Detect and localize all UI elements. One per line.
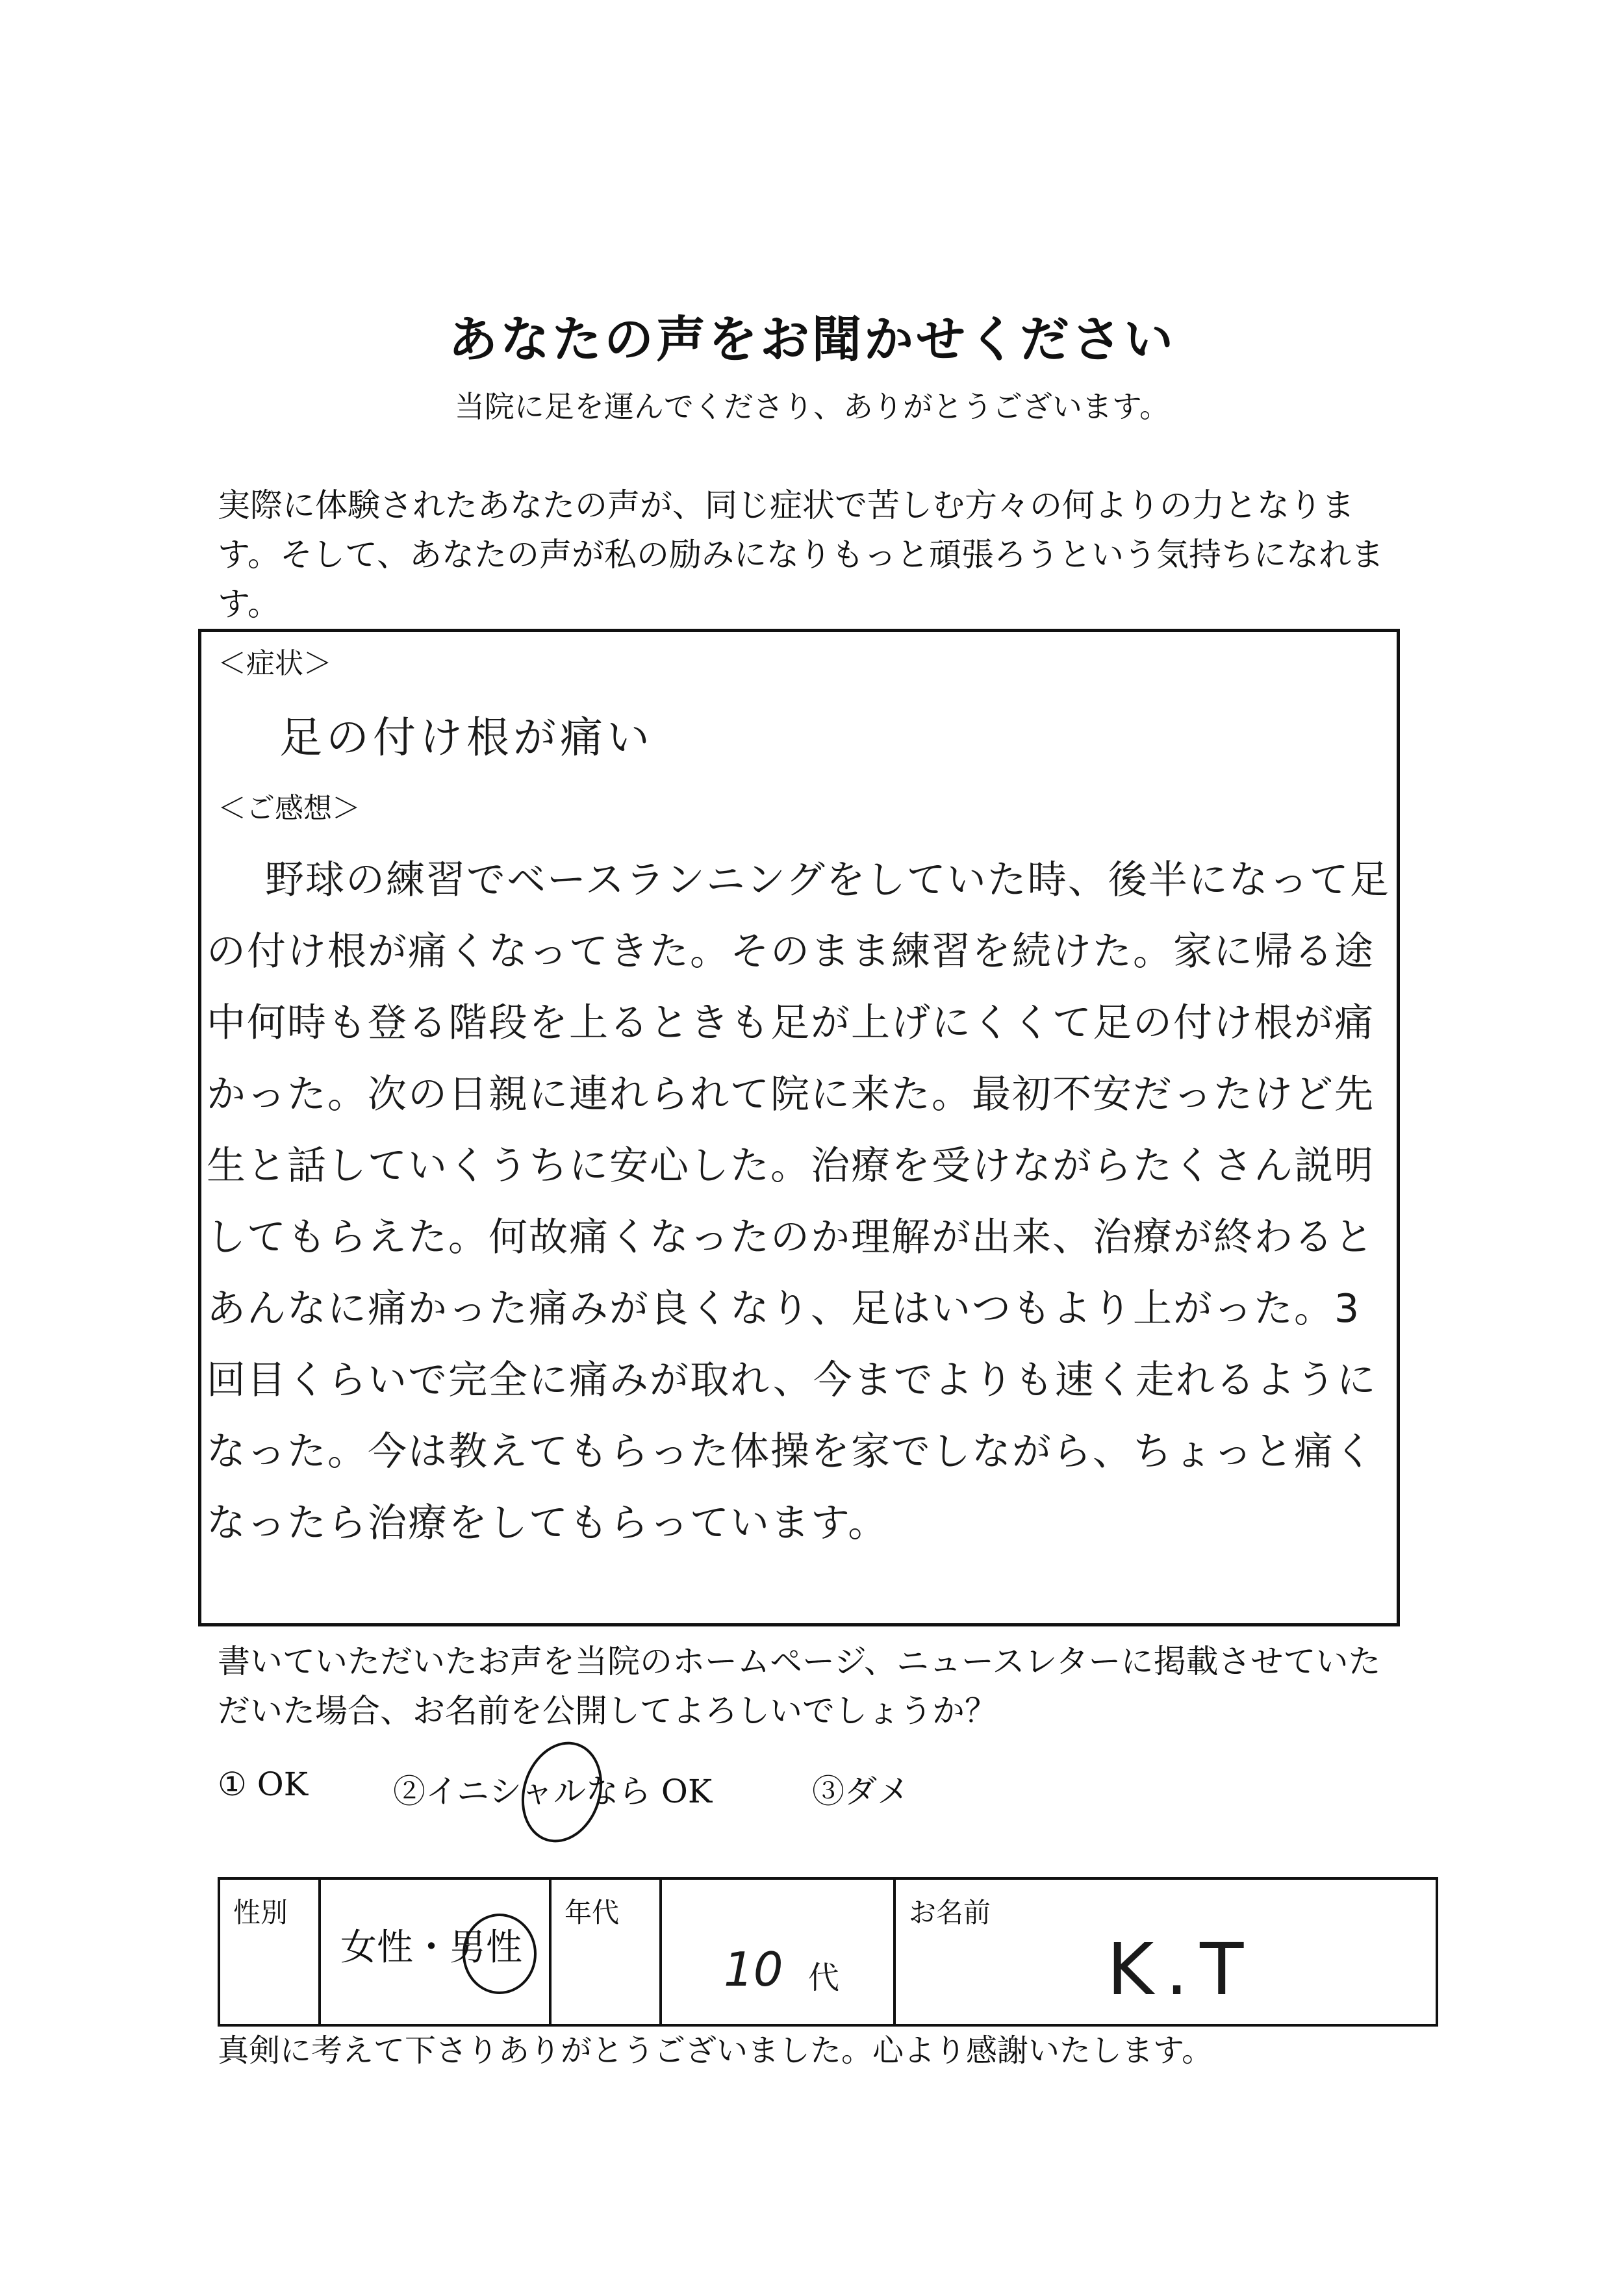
thanks-text: 真剣に考えて下さりありがとうございました。心より感謝いたします。 [218, 2032, 1213, 2069]
age-number: 10 [724, 1942, 783, 1997]
age-value-cell[interactable] [661, 1878, 894, 2025]
page-subtitle: 当院に足を運んでくださり、ありがとうございます。 [454, 389, 1170, 424]
age-unit: 代 [808, 1960, 840, 1996]
consent-options [218, 1765, 1192, 1817]
page-title: あなたの声をお聞かせください [448, 310, 1176, 368]
age-label-cell [550, 1878, 661, 2025]
selection-circle [509, 1731, 615, 1852]
gender-selection-circle [463, 1914, 537, 1994]
comment-text: 野球の練習でベースランニングをしていた時、後半になって足の付け根が痛くなってきた。そのまま練習を続けた。家に帰る途中何時も登る階段を上るときも足が上げにくくて足の付け根が痛かった。次の日親に連れられて院に来た。最初不安だったけど先生と話していくうちに安心した。治療を受けながらたくさん説明してもらえた。何故痛くなったのか理解が出来、治療が終わるとあんなに痛かった痛みが良くなり、足はいつもより上がった。3回目くらいで完全に痛みが取れ、今までよりも速く走れるようになった。今は教えてもらった体操を家でしながら、ちょっと痛くなったら治療をしてもらっています。 [207, 857, 1390, 1546]
option-initials[interactable]: ②イニシャルなら OK [393, 1773, 713, 1810]
name-cell[interactable] [894, 1878, 1437, 2025]
gender-label: 性別 [233, 1897, 288, 1928]
gender-label-cell [219, 1878, 320, 2025]
comment-label: ＜ご感想＞ [218, 792, 361, 825]
gender-value-cell[interactable] [320, 1878, 550, 2025]
name-label: お名前 [909, 1897, 991, 1928]
option-no[interactable]: ③ダメ [812, 1773, 909, 1810]
symptom-value: 足の付け根が痛い [279, 713, 653, 763]
option-ok[interactable]: ① OK [218, 1765, 309, 1803]
intro-text: 実際に体験されたあなたの声が、同じ症状で苦しむ方々の何よりの力となります。そして、あなたの声が私の励みになりもっと頑張ろうという気持ちになれます。 [218, 487, 1384, 623]
symptom-label: ＜症状＞ [218, 647, 332, 680]
consent-question: 書いていただいたお声を当院のホームページ、ニュースレターに掲載させていただいた場合、お名前を公開してよろしいでしょうか？ [218, 1643, 1381, 1730]
respondent-info-table [218, 1877, 1438, 2027]
age-label: 年代 [565, 1897, 620, 1928]
name-value: K.T [1107, 1928, 1256, 2011]
gender-options: 女性・男性 [340, 1927, 522, 1969]
